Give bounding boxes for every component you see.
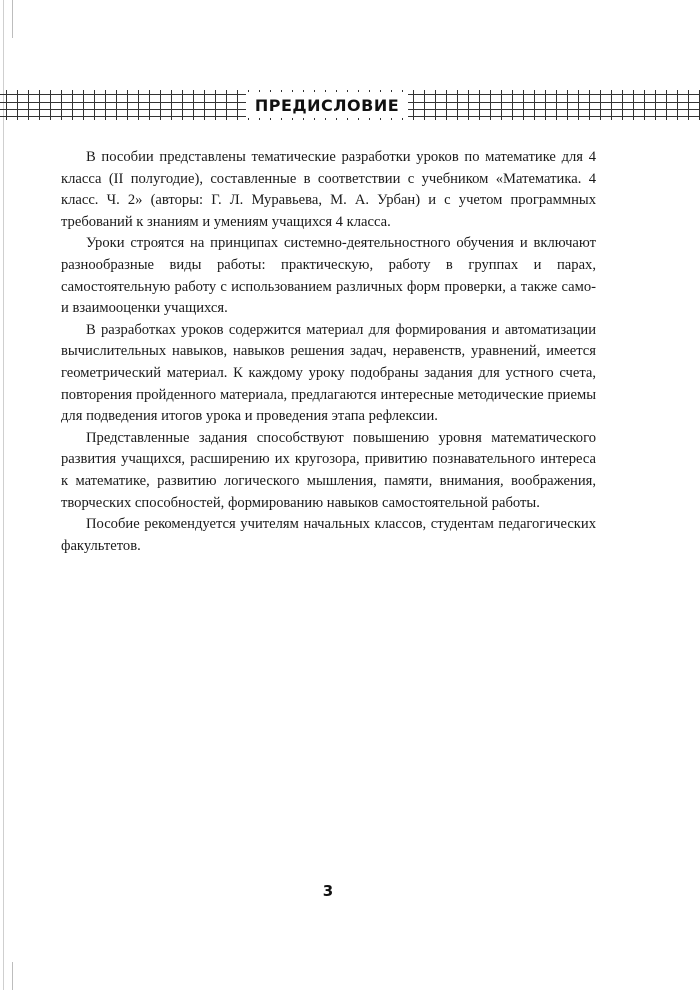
preface-body — [61, 147, 596, 557]
trim-mark-bottom — [12, 962, 13, 990]
header-band — [0, 90, 700, 120]
paragraph: В разработках уроков содержится материал для формирования и автоматизации вычислительных навыков, навыков решения задач, неравенств, уравнений, имеется геометрический материал. К каждому уроку подобраны задания для устного счета, повторения пройденного материала, предлагаются интересные методические приемы для подведения итогов урока и проведения этапа рефлексии. — [61, 321, 596, 425]
page-edge-line — [3, 0, 4, 990]
page-title: ПРЕДИСЛОВИЕ — [254, 95, 400, 115]
paragraph: Пособие рекомендуется учителям начальных классов, студентам педагогических факультетов. — [61, 516, 596, 554]
page-number: 3 — [322, 882, 334, 900]
paragraph: Представленные задания способствуют повышению уровня математического развития учащихся, расширению их кругозора, привитию познавательного интереса к математике, развитию логического мышления, памяти, внимания, воображения, творческих способностей, формированию навыков самостоятельной работы. — [61, 429, 596, 511]
trim-mark-top — [12, 0, 13, 38]
paragraph: В пособии представлены тематические разработки уроков по математике для 4 класса (II полугодие), составленные в соответствии с учебником «Математика. 4 класс. Ч. 2» (авторы: Г. Л. Муравьева, М. А. Урбан) и с учетом программных требований к знаниям и умениям учащихся 4 класса. — [61, 149, 596, 230]
paragraph: Уроки строятся на принципах системно-деятельностного обучения и включают разнообразные виды работы: практическую, работу в группах и парах, самостоятельную работу с использованием различных форм проверки, а также само- и взаимооценки учащихся. — [61, 235, 596, 317]
title-box — [246, 92, 408, 118]
